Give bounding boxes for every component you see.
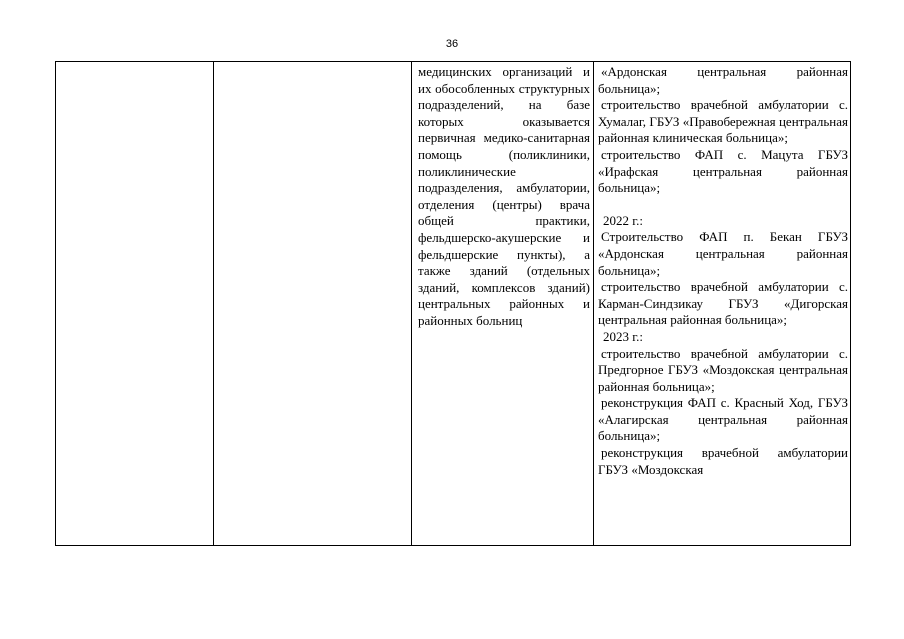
year-heading-2022: 2022 г.: <box>603 212 643 228</box>
table-row <box>56 62 851 546</box>
col4-paragraph: строительство врачебной амбулатории с. Карман-Синдзикау ГБУЗ «Дигорская центральная районная больница»; <box>598 279 848 328</box>
col4-paragraph: реконструкция ФАП с. Красный Ход, ГБУЗ «Алагирская центральная районная больница»; <box>598 395 848 444</box>
cell-col3-text: медицинских организаций и их обособленных структурных подразделений, на базе которых оказывается первичная медико-санитарная помощь (поликлиники, поликлинические подразделения, амбулатории, отделения (центры) врача общей практики, фельдшерско-акушерские и фельдшерские пункты), а также зданий (отдельных зданий, комплексов зданий) центральных районных и районных больниц <box>418 64 590 328</box>
table-cell-col1 <box>56 62 214 546</box>
page-number: 36 <box>445 38 459 50</box>
col4-paragraph: «Ардонская центральная районная больница»; <box>598 64 848 96</box>
cell-col4-content <box>594 62 850 478</box>
paragraph-gap <box>598 197 848 213</box>
table-cell-col4 <box>594 62 851 546</box>
col4-paragraph: Строительство ФАП п. Бекан ГБУЗ «Ардонская центральная районная больница»; <box>598 229 848 278</box>
table-cell-col3 <box>412 62 594 546</box>
year-heading-2023: 2023 г.: <box>603 328 643 344</box>
col4-paragraph: строительство врачебной амбулатории с. Предгорное ГБУЗ «Моздокская центральная районная больница»; <box>598 345 848 394</box>
document-table <box>55 61 851 546</box>
table-cell-col2 <box>214 62 412 546</box>
col4-paragraph: строительство ФАП с. Мацута ГБУЗ «Ирафская центральная районная больница»; <box>598 146 848 196</box>
col4-paragraph: реконструкция врачебной амбулатории ГБУЗ «Моздокская <box>598 445 848 477</box>
col4-paragraph: строительство врачебной амбулатории с. Хумалаг, ГБУЗ «Правобережная центральная районная клиническая больница»; <box>598 97 848 146</box>
